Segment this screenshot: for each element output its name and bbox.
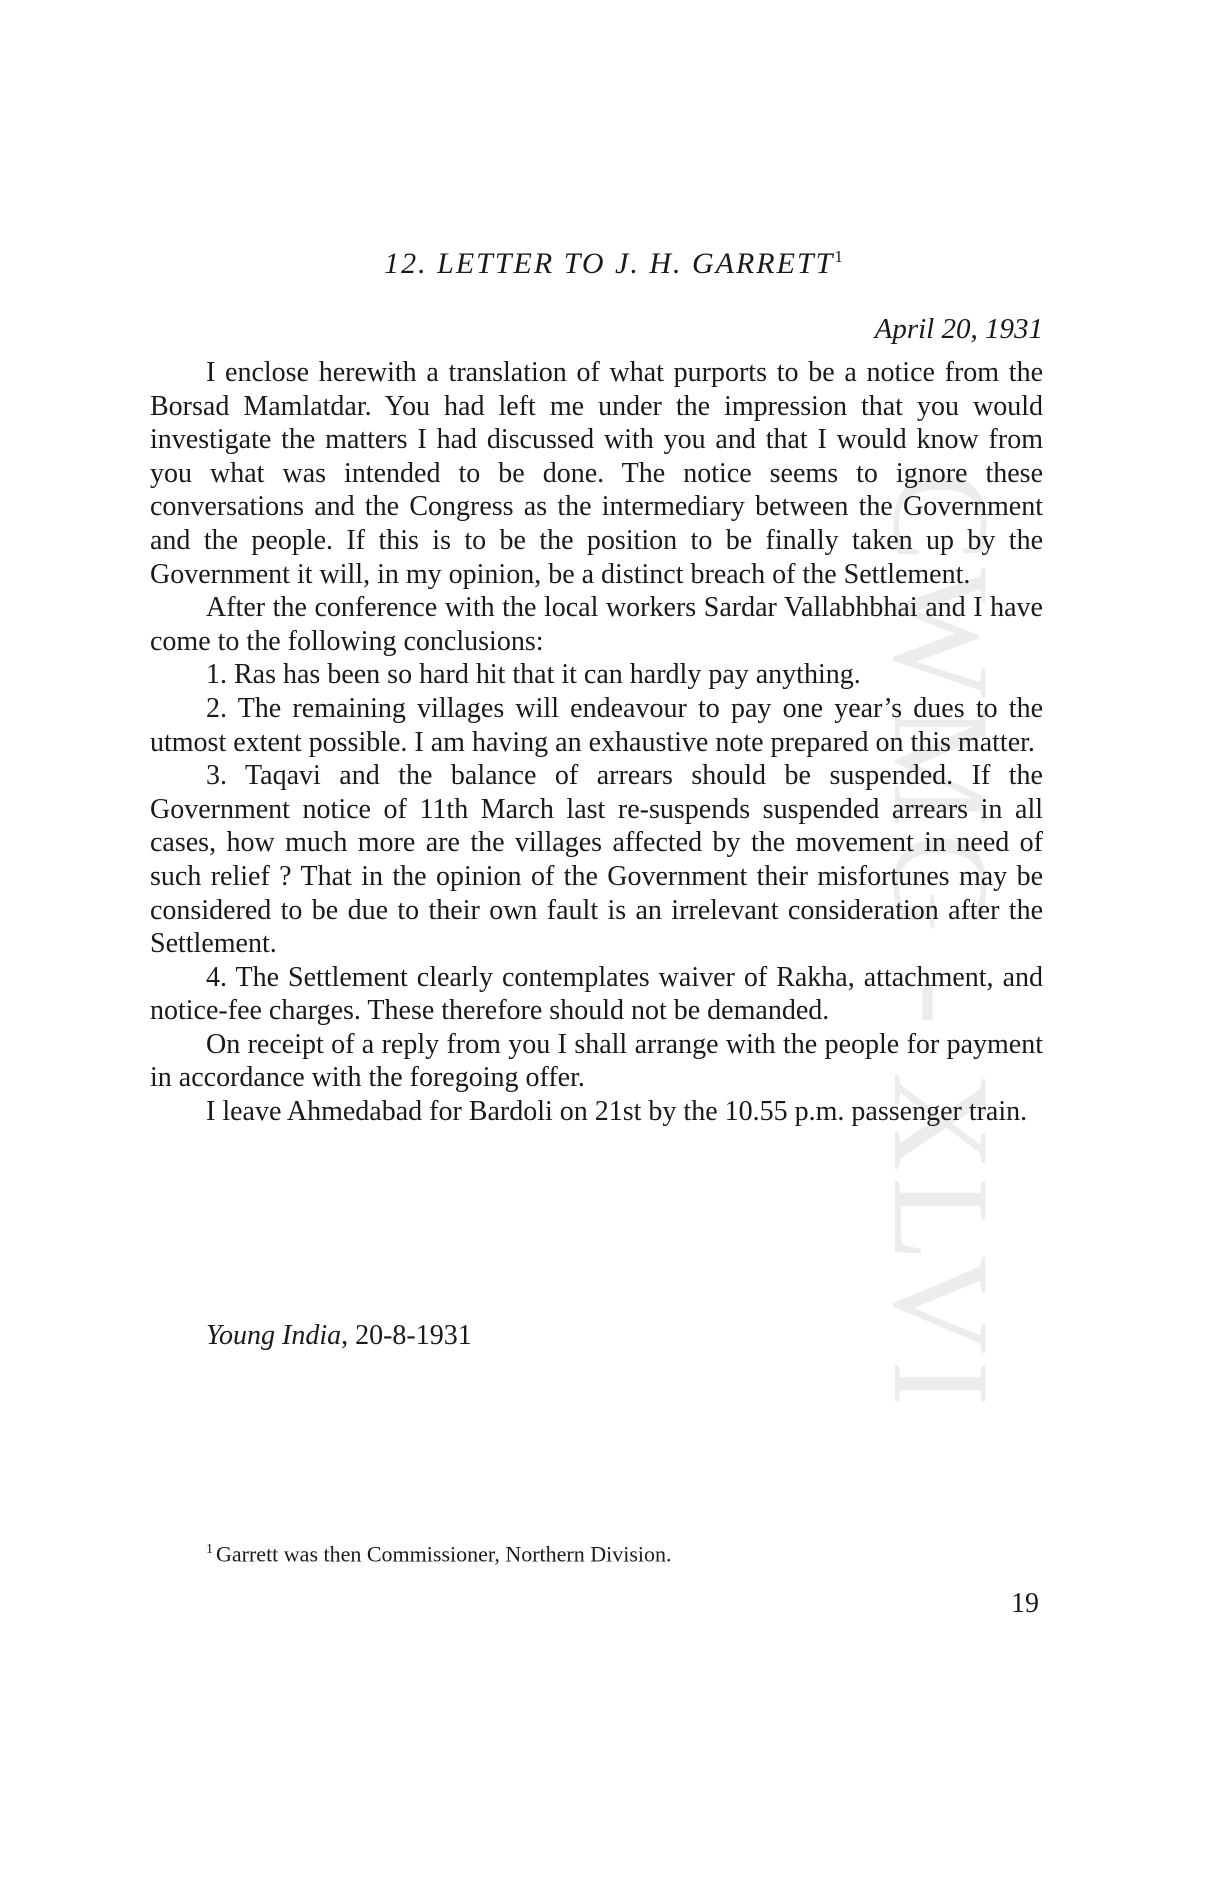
paragraph-7: On receipt of a reply from you I shall arrange with the people for payment in accordance with the foregoing offer. [150, 1028, 1043, 1094]
heading-title: 12. LETTER TO J. H. GARRETT [384, 247, 835, 280]
watermark-text: CWMG - XLVI [865, 470, 1018, 1413]
source-date: , 20-8-1931 [341, 1320, 472, 1351]
paragraph-3: 1. Ras has been so hard hit that it can hardly pay anything. [206, 659, 861, 691]
source-publication: Young India [206, 1320, 342, 1351]
heading-footnote-mark: 1 [834, 247, 845, 266]
paragraph-5: 3. Taqavi and the balance of arrears should be suspended. If the Government notice of 11th March last re-suspends suspended arrears in all cases, how much more are the villages affected by the movement in need of such relief ? That in the opinion of the Government their misfortunes may be considered to be due to their own fault is an irrelevant consideration after the Settlement. [150, 760, 1043, 960]
paragraph-6: 4. The Settlement clearly contemplates waiver of Rakha, attachment, and notice-fee charges. These therefore should not be demanded. [150, 961, 1043, 1027]
footnote-mark: 1 [206, 1542, 213, 1557]
footnote-text: Garrett was then Commissioner, Northern Division. [216, 1541, 672, 1567]
source-citation [206, 1322, 472, 1350]
letter-heading [0, 248, 1229, 279]
letter-body [150, 356, 1043, 1129]
paragraph-1: I enclose herewith a translation of what purports to be a notice from the Borsad Mamlatdar. You had left me under the impression that you would investigate the matters I had discussed with you and that I would know from you what was intended to be done. The notice seems to ignore these conversations and the Congress as the intermediary between the Government and the people. If this is to be the position to be finally taken up by the Government it will, in my opinion, be a distinct breach of the Settlement. [150, 357, 1043, 590]
paragraph-2: After the conference with the local workers Sardar Vallabhbhai and I have come to the following conclusions: [150, 592, 1043, 657]
paragraph-8: I leave Ahmedabad for Bardoli on 21st by the 10.55 p.m. passenger train. [206, 1096, 1028, 1128]
letter-date: April 20, 1931 [874, 313, 1043, 345]
page-number: 19 [1011, 1588, 1039, 1619]
footnote [206, 1543, 672, 1565]
paragraph-4: 2. The remaining villages will endeavour to pay one year’s dues to the utmost extent possible. I am having an exhaustive note prepared on this matter. [150, 692, 1043, 758]
